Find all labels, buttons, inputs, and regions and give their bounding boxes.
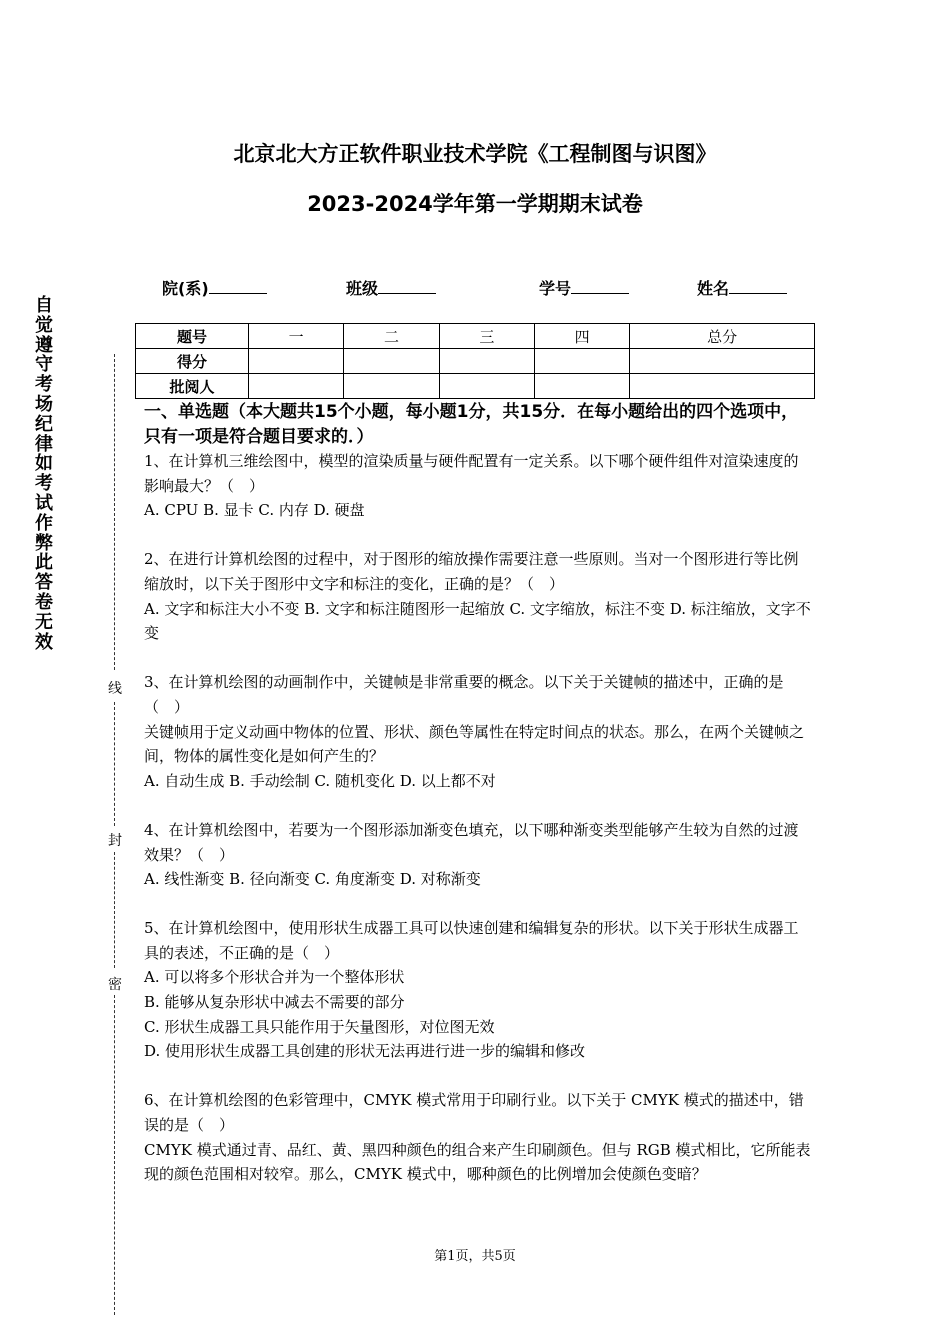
question-item (144, 547, 812, 645)
score-cell[interactable] (344, 349, 439, 374)
sidebar-char: 守 (35, 354, 53, 376)
grader-cell[interactable] (534, 374, 629, 399)
sidebar-char: 律 (35, 433, 53, 455)
exam-title-line2: 2023-2024学年第一学期期末试卷 (307, 192, 643, 216)
sidebar-char: 考 (35, 374, 53, 396)
seal-dashed-line (114, 852, 115, 968)
seal-char-line: 线 (107, 678, 123, 698)
header-cell: 总分 (630, 324, 815, 349)
question-stem: 2、在进行计算机绘图的过程中，对于图形的缩放操作需要注意一些原则。当对一个图形进行等比例缩放时，以下关于图形中文字和标注的变化，正确的是？（ ） (144, 550, 799, 593)
sidebar-char: 无 (35, 611, 53, 633)
sidebar-char: 此 (35, 552, 53, 574)
sidebar-char: 弊 (35, 532, 53, 554)
score-table (135, 323, 815, 399)
sidebar-char: 觉 (35, 314, 53, 336)
question-gap (144, 646, 812, 671)
question-item (144, 449, 812, 523)
seal-char-secret: 密 (107, 974, 123, 994)
sidebar-warning-text (34, 296, 54, 652)
seal-dashed-line (114, 354, 115, 670)
question-line: CMYK 模式通过青、品红、黄、黑四种颜色的组合来产生印刷颜色。但与 RGB 模式相比，它所能表现的颜色范围相对较窄。那么，CMYK 模式中，哪种颜色的比例增加会使颜色变暗？ (144, 1140, 811, 1184)
sidebar-char: 效 (35, 631, 53, 653)
seal-dashed-line (114, 995, 115, 1315)
header-cell: 题号 (136, 324, 249, 349)
sidebar-char: 考 (35, 473, 53, 495)
question-gap (144, 892, 812, 917)
header-cell: 四 (534, 324, 629, 349)
score-cell[interactable] (439, 349, 534, 374)
question-list (144, 449, 812, 1187)
grader-cell[interactable] (344, 374, 439, 399)
question-gap (144, 523, 812, 548)
question-line: A. CPU B. 显卡 C. 内存 D. 硬盘 (144, 501, 365, 520)
question-stem: 3、在计算机绘图的动画制作中，关键帧是非常重要的概念。以下关于关键帧的描述中，正确的是（ ） (144, 673, 784, 716)
question-item (144, 818, 812, 892)
page-footer: 第1页，共5页 (434, 1249, 516, 1264)
info-field-name: 姓名 (697, 276, 787, 299)
exam-content (144, 400, 812, 1187)
sidebar-char: 如 (35, 453, 53, 475)
header-cell: 三 (439, 324, 534, 349)
score-cell[interactable] (249, 349, 344, 374)
blank-line[interactable] (378, 277, 436, 294)
question-line: A. 可以将多个形状合并为一个整体形状 (144, 968, 405, 987)
question-line: C. 形状生成器工具只能作用于矢量图形，对位图无效 (144, 1017, 495, 1036)
exam-title-line1: 北京北大方正软件职业技术学院《工程制图与识图》 (233, 142, 717, 166)
sidebar-char: 作 (35, 512, 53, 534)
sidebar-char: 试 (35, 492, 53, 514)
question-gap (144, 793, 812, 818)
header-cell: 一 (249, 324, 344, 349)
seal-dashed-line (114, 702, 115, 826)
grader-cell[interactable] (439, 374, 534, 399)
seal-char-seal: 封 (107, 830, 123, 850)
sidebar-char: 卷 (35, 591, 53, 613)
sidebar-char: 场 (35, 393, 53, 415)
blank-line[interactable] (209, 277, 267, 294)
score-table-header-row (136, 324, 815, 349)
section-title: 一、单选题（本大题共15个小题，每小题1分，共15分．在每小题给出的四个选项中，只有一项是符合题目要求的．） (144, 402, 799, 447)
info-field-student-id: 学号 (539, 276, 629, 299)
question-stem: 4、在计算机绘图中，若要为一个图形添加渐变色填充，以下哪种渐变类型能够产生较为自然的过渡效果？（ ） (144, 820, 799, 864)
sidebar-char: 自 (35, 295, 53, 316)
question-line: A. 线性渐变 B. 径向渐变 C. 角度渐变 D. 对称渐变 (144, 870, 481, 889)
question-item (144, 670, 812, 793)
score-cell[interactable] (534, 349, 629, 374)
row-label: 得分 (136, 349, 249, 374)
row-label: 批阅人 (136, 374, 249, 399)
question-line: D. 使用形状生成器工具创建的形状无法再进行进一步的编辑和修改 (144, 1042, 586, 1061)
sidebar-char: 答 (35, 572, 53, 594)
question-line: A. 文字和标注大小不变 B. 文字和标注随图形一起缩放 C. 文字缩放，标注不变 D. 标注缩放，文字不变 (144, 599, 811, 643)
blank-line[interactable] (729, 277, 787, 294)
sidebar-char: 遵 (35, 334, 53, 356)
question-line: 关键帧用于定义动画中物体的位置、形状、颜色等属性在特定时间点的状态。那么，在两个关键帧之间，物体的属性变化是如何产生的？ (144, 722, 805, 766)
question-line: B. 能够从复杂形状中减去不需要的部分 (144, 993, 405, 1012)
question-gap (144, 1064, 812, 1089)
header-cell: 二 (344, 324, 439, 349)
info-field-department: 院(系) (162, 276, 267, 299)
grader-cell[interactable] (249, 374, 344, 399)
info-field-class: 班级 (346, 276, 436, 299)
score-table-row (136, 374, 815, 399)
question-stem: 1、在计算机三维绘图中，模型的渲染质量与硬件配置有一定关系。以下哪个硬件组件对渲染速度的影响最大？（ ） (144, 452, 799, 495)
grader-cell[interactable] (630, 374, 815, 399)
question-stem: 6、在计算机绘图的色彩管理中，CMYK 模式常用于印刷行业。以下关于 CMYK 模式的描述中，错误的是（ ） (144, 1091, 804, 1135)
question-item (144, 1088, 812, 1186)
question-item (144, 916, 812, 1064)
score-cell[interactable] (630, 349, 815, 374)
question-stem: 5、在计算机绘图中，使用形状生成器工具可以快速创建和编辑复杂的形状。以下关于形状生成器工具的表述，不正确的是（ ） (144, 919, 799, 962)
blank-line[interactable] (571, 277, 629, 294)
question-line: A. 自动生成 B. 手动绘制 C. 随机变化 D. 以上都不对 (144, 771, 496, 790)
score-table-row (136, 349, 815, 374)
sidebar-char: 纪 (35, 413, 53, 435)
